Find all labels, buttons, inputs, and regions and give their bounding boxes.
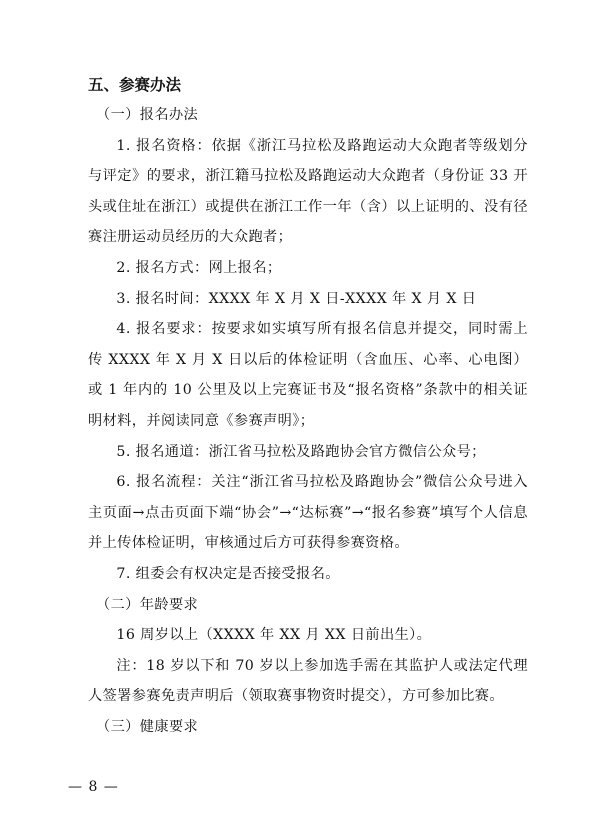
signup-item-method: 2. 报名方式：网上报名； bbox=[116, 259, 282, 276]
signup-item-requirements: 4. 报名要求：按要求如实填写所有报名信息并提交，同时需上传 XXXX 年 X 月 X 日以后的体检证明（含血压、心率、心电图）或 1 年内的 10 公里及以上完赛证书及“报名资格”条款中的相关证明材料，并阅读同意《参赛声明》； bbox=[88, 321, 528, 429]
document-body bbox=[88, 70, 528, 742]
signup-item-channel: 5. 报名通道：浙江省马拉松及路跑协会官方微信公众号； bbox=[116, 443, 486, 460]
signup-item-time: 3. 报名时间：XXXX 年 X 月 X 日-XXXX 年 X 月 X 日 bbox=[116, 290, 477, 307]
signup-item-committee-right: 7. 组委会有权决定是否接受报名。 bbox=[116, 565, 340, 582]
signup-item-process: 6. 报名流程：关注“浙江省马拉松及路跑协会”微信公众号进入主页面→点击页面下端“协会”→“达标赛”→“报名参赛”填写个人信息并上传体检证明，审核通过后方可获得参赛资格。 bbox=[88, 474, 528, 552]
page-number: — 8 — bbox=[68, 779, 119, 795]
section-heading: 五、参赛办法 bbox=[88, 76, 182, 94]
age-note: 注：18 岁以下和 70 岁以上参加选手需在其监护人或法定代理人签署参赛免责声明后（领取赛事物资时提交），方可参加比赛。 bbox=[88, 657, 528, 705]
signup-item-eligibility: 1. 报名资格：依据《浙江马拉松及路跑运动大众跑者等级划分与评定》的要求，浙江籍马拉松及路跑运动大众跑者（身份证 33 开头或住址在浙江）或提供在浙江工作一年（含）以上证明的、没有径赛注册运动员经历的大众跑者； bbox=[88, 137, 528, 246]
age-requirement: 16 周岁以上（XXXX 年 XX 月 XX 日前出生）。 bbox=[116, 627, 432, 644]
subsection-title-health: （三）健康要求 bbox=[96, 718, 199, 735]
subsection-title-age: （二）年龄要求 bbox=[96, 596, 199, 613]
subsection-title-signup: （一）报名办法 bbox=[96, 107, 199, 123]
